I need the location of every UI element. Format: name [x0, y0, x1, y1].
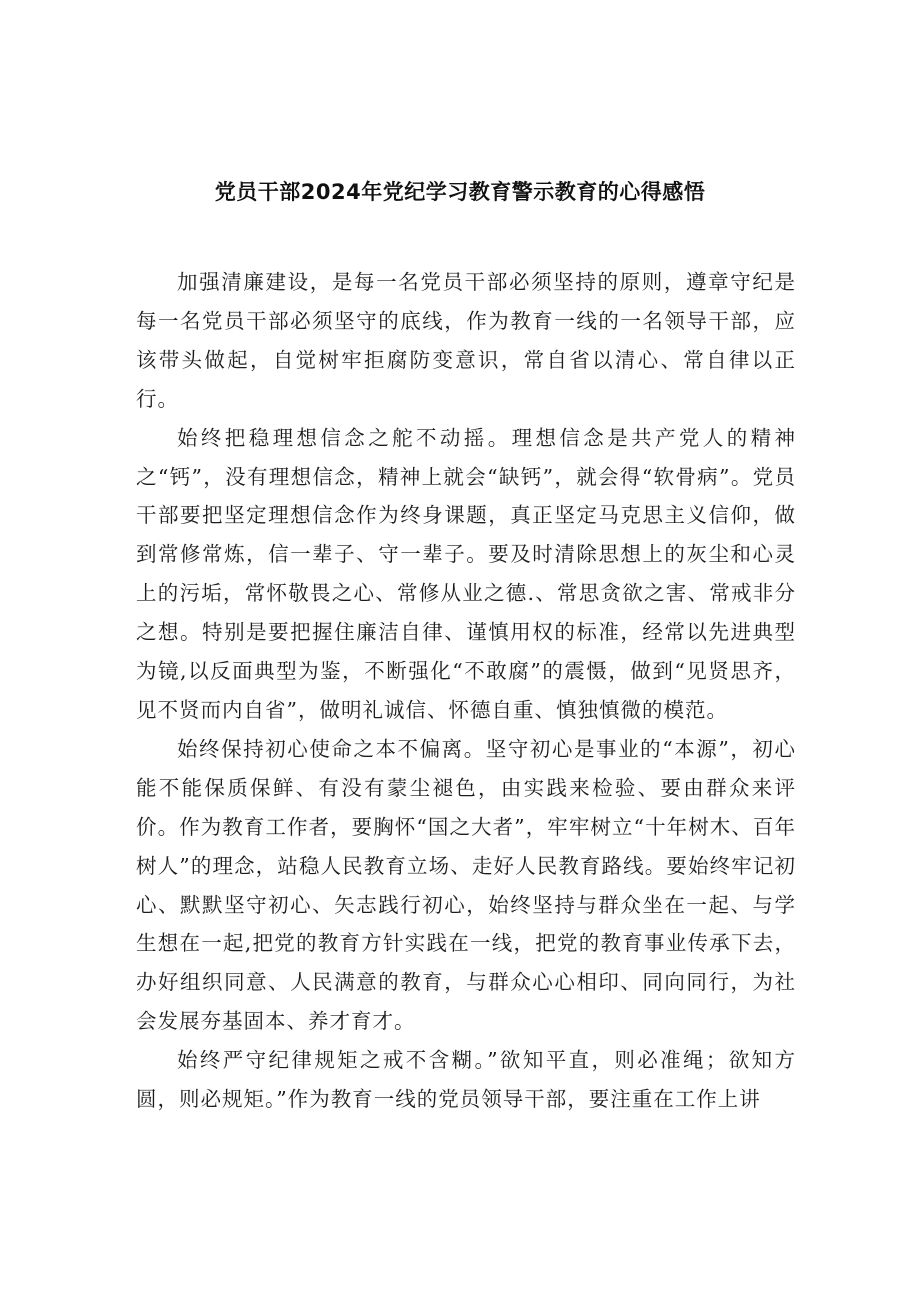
- document-title: 党员干部2024年党纪学习教育警示教育的心得感悟: [214, 180, 706, 204]
- paragraph-intro: 加强清廉建设，是每一名党员干部必须坚持的原则，遵章守纪是每一名党员干部必须坚守的底线，作为教育一线的一名领导干部，应该带头做起，自觉树牢拒腐防变意识，常自省以清心、常自律以正行。: [136, 270, 796, 411]
- paragraph-mission: 始终保持初心使命之本不偏离。坚守初心是事业的“本源”，初心能不能保质保鲜、有没有蒙尘褪色，由实践来检验、要由群众来评价。作为教育工作者，要胸怀“国之大者”，牢牢树立“十年树木、百年树人”的理念，站稳人民教育立场、走好人民教育路线。要始终牢记初心、默默坚守初心、矢志践行初心，始终坚持与群众坐在一起、与学生想在一起,把党的教育方针实践在一线，把党的教育事业传承下去，办好组织同意、人民满意的教育，与群众心心相印、同向同行，为社会发展夯基固本、养才育才。: [136, 736, 796, 1034]
- paragraph-ideals: 始终把稳理想信念之舵不动摇。理想信念是共产党人的精神之“钙”，没有理想信念，精神上就会“缺钙”，就会得“软骨病”。党员干部要把坚定理想信念作为终身课题，真正坚定马克思主义信仰，做到常修常炼，信一辈子、守一辈子。要及时清除思想上的灰尘和心灵上的污垢，常怀敬畏之心、常修从业之德.、常思贪欲之害、常戒非分之想。特别是要把握住廉洁自律、谨慎用权的标准，经常以先进典型为镜,以反面典型为鉴，不断强化“不敢腐”的震慑，做到“见贤思齐，见不贤而内自省”，做明礼诚信、怀德自重、慎独慎微的模范。: [136, 425, 796, 722]
- document-body: [136, 263, 796, 1119]
- paragraph-discipline: 始终严守纪律规矩之戒不含糊。”欲知平直，则必准绳；欲知方圆，则必规矩。”作为教育一线的党员领导干部，要注重在工作上讲: [136, 1048, 796, 1112]
